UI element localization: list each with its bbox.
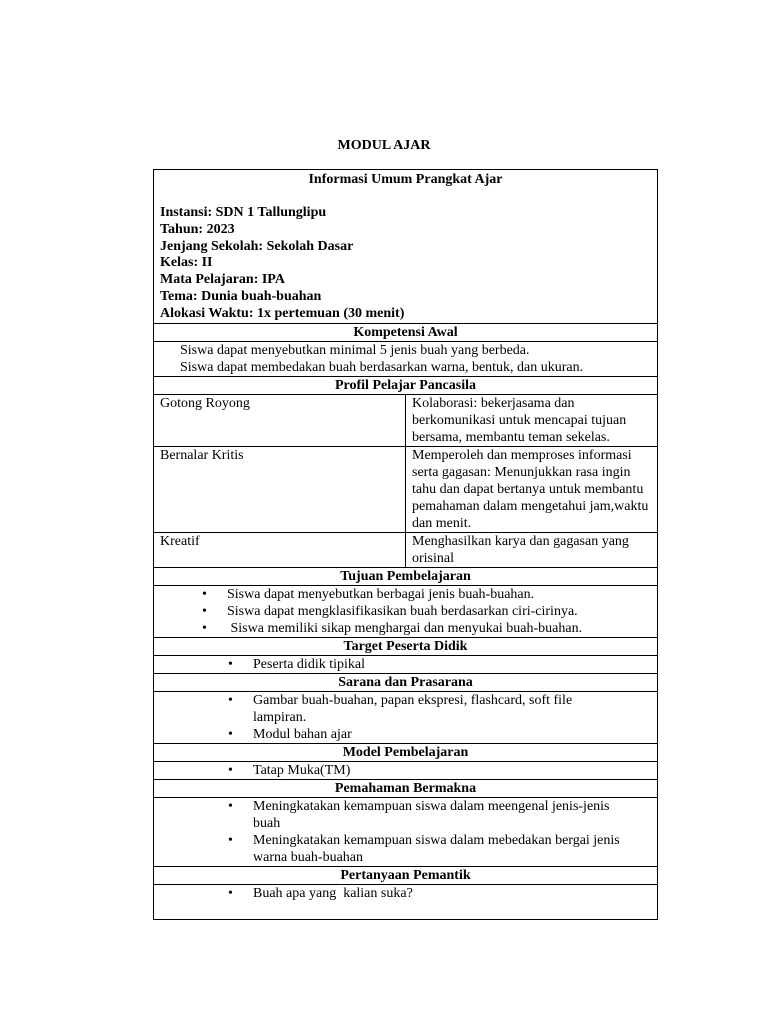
pemahaman-header: Pemahaman Bermakna xyxy=(154,779,658,797)
profil-name: Bernalar Kritis xyxy=(154,446,406,532)
modul-table xyxy=(153,169,658,920)
info-line-alokasi: Alokasi Waktu: 1x pertemuan (30 menit) xyxy=(160,305,405,321)
info-line-tema: Tema: Dunia buah-buahan xyxy=(160,288,322,304)
kompetensi-header: Kompetensi Awal xyxy=(154,323,658,341)
model-list xyxy=(154,761,658,779)
info-lines xyxy=(160,205,651,323)
pemahaman-item: • Meningkatakan kemampuan siswa dalam meengenal jenis-jenis buah xyxy=(253,798,633,832)
info-section xyxy=(154,170,658,324)
pertanyaan-list xyxy=(154,884,658,919)
pemahaman-list xyxy=(154,797,658,866)
profil-name: Gotong Royong xyxy=(154,394,406,446)
profil-row xyxy=(154,532,658,567)
tujuan-item: • Siswa memiliki sikap menghargai dan menyukai buah-buahan. xyxy=(227,620,651,637)
pemahaman-item: • Meningkatakan kemampuan siswa dalam mebedakan bergai jenis warna buah-buahan xyxy=(253,832,633,866)
kompetensi-item: Siswa dapat membedakan buah berdasarkan warna, bentuk, dan ukuran. xyxy=(180,359,584,375)
pertanyaan-item: • Buah apa yang kalian suka? xyxy=(253,885,651,902)
target-item: • Peserta didik tipikal xyxy=(253,656,651,673)
sarana-header: Sarana dan Prasarana xyxy=(154,673,658,691)
kompetensi-list xyxy=(154,341,658,376)
tujuan-list xyxy=(154,585,658,637)
model-header: Model Pembelajaran xyxy=(154,743,658,761)
tujuan-item: • Siswa dapat mengklasifikasikan buah berdasarkan ciri-cirinya. xyxy=(227,603,651,620)
info-line-mapel: Mata Pelajaran: IPA xyxy=(160,272,285,288)
info-line-jenjang: Jenjang Sekolah: Sekolah Dasar xyxy=(160,238,354,254)
info-line-kelas: Kelas: II xyxy=(160,255,213,271)
model-item: • Tatap Muka(TM) xyxy=(253,762,651,779)
profil-row xyxy=(154,394,658,446)
target-list xyxy=(154,655,658,673)
info-line-instansi: Instansi: SDN 1 Tallunglipu xyxy=(160,205,327,220)
profil-header: Profil Pelajar Pancasila xyxy=(154,376,658,394)
pertanyaan-header: Pertanyaan Pemantik xyxy=(154,866,658,884)
tujuan-item: • Siswa dapat menyebutkan berbagai jenis buah-buahan. xyxy=(227,586,651,603)
profil-desc: Kolaborasi: bekerjasama dan berkomunikasi untuk mencapai tujuan bersama, membantu teman sekelas. xyxy=(406,394,658,446)
sarana-item: • Gambar buah-buahan, papan ekspresi, flashcard, soft file lampiran. xyxy=(253,692,617,726)
info-header: Informasi Umum Prangkat Ajar xyxy=(308,172,503,187)
profil-desc: Memperoleh dan memproses informasi serta gagasan: Menunjukkan rasa ingin tahu dan dapat bertanya untuk membantu pemahaman dalam mengetahui jam,waktu dan menit. xyxy=(406,446,658,532)
kompetensi-item: Siswa dapat menyebutkan minimal 5 jenis buah yang berbeda. xyxy=(180,342,530,358)
document-title: MODUL AJAR xyxy=(337,138,431,153)
tujuan-header: Tujuan Pembelajaran xyxy=(154,567,658,585)
profil-desc: Menghasilkan karya dan gagasan yang orisinal xyxy=(406,532,658,567)
profil-row xyxy=(154,446,658,532)
profil-name: Kreatif xyxy=(154,532,406,567)
sarana-item: • Modul bahan ajar xyxy=(253,726,617,743)
info-line-tahun: Tahun: 2023 xyxy=(160,221,235,237)
sarana-list xyxy=(154,691,658,743)
target-header: Target Peserta Didik xyxy=(154,637,658,655)
